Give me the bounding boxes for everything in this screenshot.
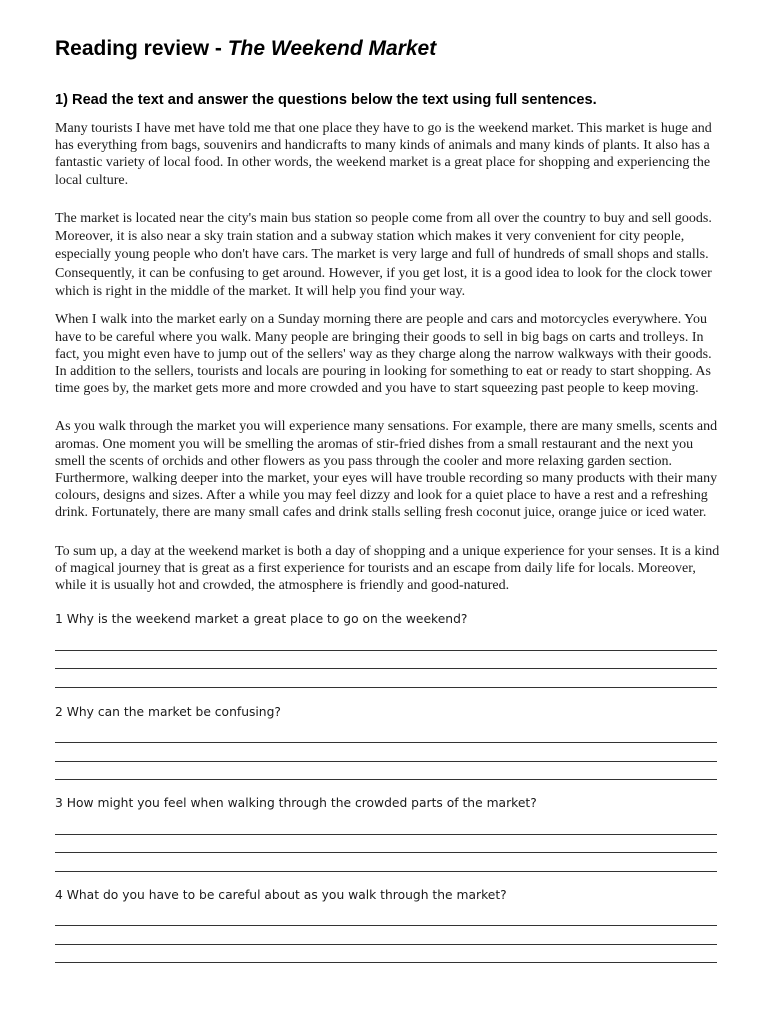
question-1: 1 Why is the weekend market a great place to go on the weekend?	[55, 612, 468, 627]
instruction-text: 1) Read the text and answer the questions below the text using full sentences.	[55, 92, 597, 108]
answer-line[interactable]	[55, 908, 717, 927]
answer-line[interactable]	[55, 725, 717, 744]
title-story-name: The Weekend Market	[227, 37, 437, 60]
question-3: 3 How might you feel when walking through the crowded parts of the market?	[55, 796, 537, 811]
question-block-2	[55, 703, 723, 781]
paragraph-1: Many tourists I have met have told me that one place they have to go is the weekend market. This market is huge and has everything from bags, souvenirs and handicrafts to many kinds of animals and many kinds of plants. It also has a fantastic variety of local food. In other words, the weekend market is a great place for shopping and experiencing the local culture.	[55, 121, 712, 188]
title-prefix: Reading review -	[55, 37, 228, 60]
answer-line[interactable]	[55, 945, 717, 964]
worksheet-page	[55, 34, 723, 963]
answer-line[interactable]	[55, 762, 717, 781]
answer-line[interactable]	[55, 853, 717, 872]
question-block-4	[55, 886, 723, 964]
question-2: 2 Why can the market be confusing?	[55, 704, 281, 719]
page-title	[55, 34, 723, 64]
answer-line[interactable]	[55, 632, 717, 651]
question-4: 4 What do you have to be careful about as you walk through the market?	[55, 887, 507, 902]
question-block-1	[55, 610, 723, 688]
answer-line[interactable]	[55, 926, 717, 945]
answer-line[interactable]	[55, 651, 717, 670]
answer-line[interactable]	[55, 669, 717, 688]
answer-line[interactable]	[55, 743, 717, 762]
answer-line[interactable]	[55, 835, 717, 854]
paragraph-3: When I walk into the market early on a Sunday morning there are people and cars and motorcycles everywhere. You have to be careful where you walk. Many people are bringing their goods to sell in big bags on carts and trolleys. In fact, you might even have to jump out of the sellers' way as they charge along the narrow walkways with their goods. In addition to the sellers, tourists and locals are pouring in looking for something to eat or ready to start shopping. As time goes by, the market gets more and more crowded and you have to start squeezing past people to keep moving.	[55, 312, 712, 397]
paragraph-2: The market is located near the city's main bus station so people come from all over the country to buy and sell goods. Moreover, it is also near a sky train station and a subway station which makes it very convenient for city people, especially young people who don't have cars. The market is very large and full of hundreds of small shops and stalls. Consequently, it can be confusing to get around. However, if you get lost, it is a good idea to look for the clock tower which is right in the middle of the market. It will help you find your way.	[55, 210, 712, 299]
paragraph-4: As you walk through the market you will experience many sensations. For example, there are many smells, scents and aromas. One moment you will be smelling the aromas of stir-fried dishes from a small restaurant and the next you smell the scents of orchids and other flowers as you pass through the cooler and more relaxing garden section. Furthermore, walking deeper into the market, your eyes will have trouble recording so many products with their many colours, designs and sizes. After a while you may feel dizzy and look for a quiet place to have a rest and a refreshing drink. Fortunately, there are many small cafes and drink stalls selling fresh coconut juice, orange juice or iced water.	[55, 419, 718, 521]
answer-line[interactable]	[55, 816, 717, 835]
paragraph-5: To sum up, a day at the weekend market is both a day of shopping and a unique experience for your senses. It is a kind of magical journey that is great as a first experience for tourists and an escape from daily life for locals. Moreover, while it is usually hot and crowded, the atmosphere is friendly and good-natured.	[55, 543, 720, 593]
question-block-3	[55, 794, 723, 872]
